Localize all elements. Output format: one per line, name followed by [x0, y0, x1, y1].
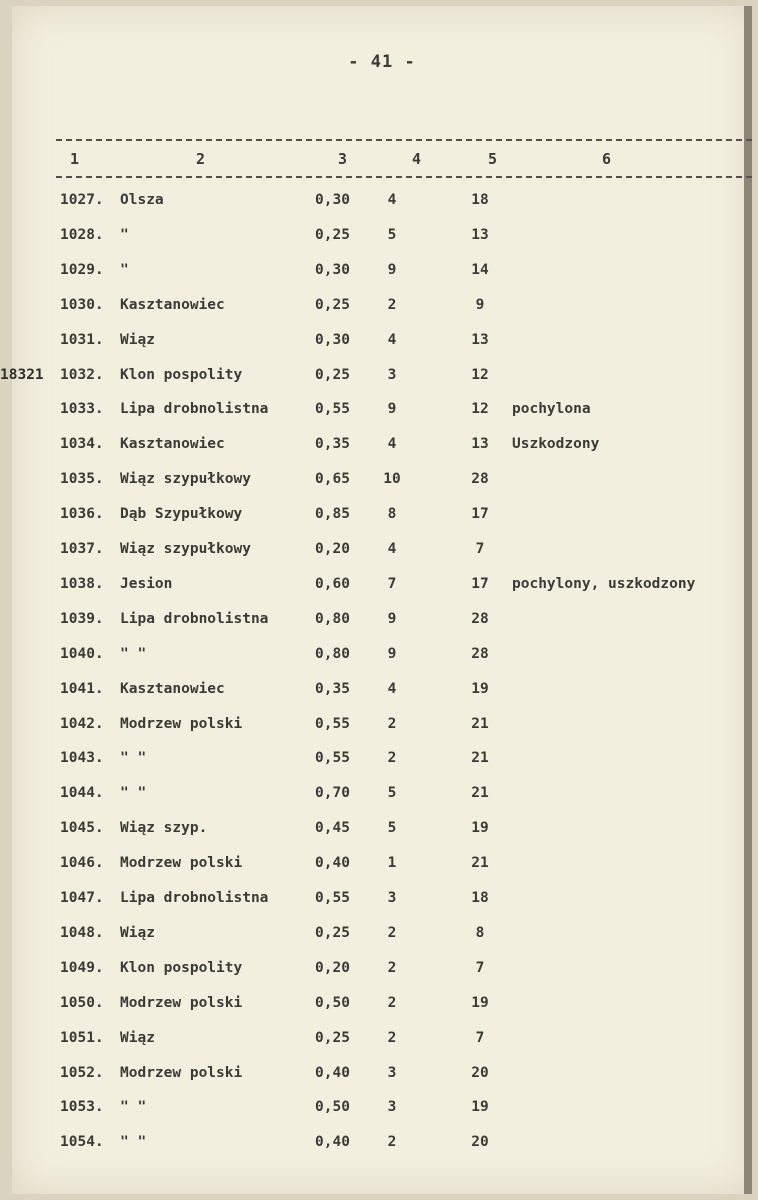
species-name: " — [120, 226, 129, 243]
value-col5: 28 — [471, 645, 489, 662]
value-col5: 20 — [471, 1064, 489, 1081]
remark: pochylony, uszkodzony — [512, 575, 696, 592]
table-row — [12, 750, 752, 784]
species-name: Modrzew polski — [120, 715, 243, 732]
table-row — [12, 1099, 752, 1133]
value-col3: 0,30 — [315, 331, 350, 348]
species-name: Wiąz — [120, 924, 155, 941]
header-top-rule — [56, 139, 752, 141]
species-name: Wiąz — [120, 331, 155, 348]
table-row — [12, 1065, 752, 1099]
value-col5: 19 — [471, 680, 489, 697]
value-col4: 4 — [387, 541, 397, 557]
value-col5: 21 — [471, 715, 489, 732]
species-name: Lipa drobnolistna — [120, 401, 269, 418]
row-number: 1046. — [60, 855, 104, 872]
value-col5: 28 — [471, 610, 489, 627]
header-bottom-rule — [56, 176, 752, 178]
table-row — [12, 541, 752, 575]
value-col3: 0,55 — [315, 401, 350, 418]
value-col5: 13 — [471, 436, 489, 453]
row-number: 1042. — [60, 715, 104, 732]
value-col4: 9 — [387, 610, 397, 627]
value-col3: 0,65 — [315, 471, 350, 488]
value-col5: 17 — [471, 506, 489, 523]
value-col3: 0,25 — [315, 924, 350, 941]
value-col4: 2 — [387, 1029, 397, 1046]
table-row — [12, 925, 752, 959]
species-name: Wiąz szyp. — [120, 820, 208, 837]
value-col5: 17 — [471, 575, 489, 592]
remark: pochylona — [512, 401, 591, 418]
species-name: Modrzew polski — [120, 855, 243, 872]
row-number: 1031. — [60, 331, 104, 348]
value-col3: 0,55 — [315, 890, 350, 906]
species-name: Olsza — [120, 192, 164, 208]
species-name: " " — [120, 1134, 147, 1151]
value-col5: 13 — [471, 226, 489, 243]
column-header-1: 1 — [70, 150, 80, 168]
table-row — [12, 192, 752, 226]
remark: Uszkodzony — [512, 436, 600, 453]
value-col4: 9 — [387, 261, 397, 278]
value-col3: 0,55 — [315, 750, 350, 767]
species-name: Dąb Szypułkowy — [120, 506, 243, 523]
row-number: 1054. — [60, 1134, 104, 1151]
table-row — [12, 262, 752, 296]
value-col4: 3 — [387, 1064, 397, 1081]
species-name: Modrzew polski — [120, 994, 243, 1011]
value-col5: 18 — [471, 192, 489, 208]
value-col3: 0,45 — [315, 820, 350, 837]
column-header-6: 6 — [602, 150, 612, 168]
species-name: Lipa drobnolistna — [120, 610, 269, 627]
value-col5: 9 — [475, 296, 485, 313]
species-name: Wiąz szypułkowy — [120, 471, 251, 488]
value-col3: 0,60 — [315, 575, 350, 592]
row-number: 1051. — [60, 1029, 104, 1046]
species-name: Klon pospolity — [120, 366, 243, 383]
value-col3: 0,25 — [315, 296, 350, 313]
value-col4: 3 — [387, 890, 397, 906]
value-col3: 0,40 — [315, 855, 350, 872]
table-row — [12, 1030, 752, 1064]
table-row — [12, 506, 752, 540]
value-col3: 0,80 — [315, 610, 350, 627]
value-col5: 19 — [471, 820, 489, 837]
table-row — [12, 646, 752, 680]
value-col4: 2 — [387, 994, 397, 1011]
value-col4: 5 — [387, 820, 397, 837]
table-row — [0, 366, 752, 401]
species-name: Kasztanowiec — [120, 680, 225, 697]
table-row — [12, 855, 752, 889]
row-number: 1047. — [60, 890, 104, 906]
row-number: 1039. — [60, 610, 104, 627]
table-row — [12, 576, 752, 610]
table-row — [12, 332, 752, 366]
row-number: 1040. — [60, 645, 104, 662]
value-col3: 0,30 — [315, 261, 350, 278]
row-number: 1050. — [60, 994, 104, 1011]
value-col3: 0,35 — [315, 436, 350, 453]
species-name: Wiąz szypułkowy — [120, 541, 251, 557]
document-page — [0, 6, 752, 1194]
column-header-5: 5 — [488, 150, 498, 168]
row-number: 1052. — [60, 1064, 104, 1081]
value-col5: 14 — [471, 261, 489, 278]
table-row — [12, 995, 752, 1029]
row-number: 1028. — [60, 226, 104, 243]
value-col5: 21 — [471, 785, 489, 802]
value-col5: 7 — [475, 541, 485, 557]
table-row — [12, 297, 752, 331]
value-col4: 2 — [387, 924, 397, 941]
value-col5: 8 — [475, 924, 485, 941]
row-number: 1030. — [60, 296, 104, 313]
value-col4: 3 — [387, 1099, 397, 1116]
species-name: " " — [120, 645, 147, 662]
value-col4: 4 — [387, 680, 397, 697]
column-header-3: 3 — [338, 150, 348, 168]
species-name: " " — [120, 1099, 147, 1116]
value-col5: 7 — [475, 1029, 485, 1046]
value-col3: 0,35 — [315, 680, 350, 697]
value-col4: 2 — [387, 750, 397, 767]
value-col4: 8 — [387, 506, 397, 523]
value-col4: 2 — [387, 715, 397, 732]
table-row — [12, 716, 752, 750]
table-row — [12, 401, 752, 435]
value-col4: 10 — [383, 471, 401, 488]
value-col3: 0,40 — [315, 1064, 350, 1081]
species-name: " — [120, 261, 129, 278]
row-number: 1049. — [60, 959, 104, 976]
value-col3: 0,50 — [315, 994, 350, 1011]
value-col4: 4 — [387, 436, 397, 453]
species-name: Jesion — [120, 575, 173, 592]
table-row — [12, 681, 752, 715]
row-number: 1032. — [60, 366, 104, 383]
table-row — [12, 820, 752, 854]
row-number: 1033. — [60, 401, 104, 418]
value-col4: 2 — [387, 1134, 397, 1151]
value-col3: 0,25 — [315, 226, 350, 243]
value-col4: 9 — [387, 401, 397, 418]
value-col4: 4 — [387, 331, 397, 348]
species-name: Wiąz — [120, 1029, 155, 1046]
row-number: 1027. — [60, 192, 104, 208]
table-row — [12, 1134, 752, 1168]
row-number: 1048. — [60, 924, 104, 941]
species-name: Modrzew polski — [120, 1064, 243, 1081]
value-col5: 21 — [471, 750, 489, 767]
species-name: Kasztanowiec — [120, 296, 225, 313]
value-col3: 0,70 — [315, 785, 350, 802]
value-col5: 21 — [471, 855, 489, 872]
table-row — [12, 960, 752, 994]
species-name: Kasztanowiec — [120, 436, 225, 453]
row-number: 1038. — [60, 575, 104, 592]
value-col5: 12 — [471, 366, 489, 383]
value-col3: 0,30 — [315, 192, 350, 208]
row-number: 1036. — [60, 506, 104, 523]
value-col5: 19 — [471, 1099, 489, 1116]
value-col3: 0,50 — [315, 1099, 350, 1116]
row-number: 1035. — [60, 471, 104, 488]
row-number: 1029. — [60, 261, 104, 278]
value-col4: 3 — [387, 366, 397, 383]
value-col5: 7 — [475, 959, 485, 976]
row-number: 1037. — [60, 541, 104, 557]
species-name: " " — [120, 750, 147, 767]
table-row — [12, 436, 752, 470]
value-col5: 18 — [471, 890, 489, 906]
value-col4: 4 — [387, 192, 397, 208]
value-col3: 0,55 — [315, 715, 350, 732]
table-row — [12, 785, 752, 819]
row-number: 1043. — [60, 750, 104, 767]
value-col5: 12 — [471, 401, 489, 418]
value-col3: 0,20 — [315, 959, 350, 976]
value-col3: 0,25 — [315, 366, 350, 383]
species-name: " " — [120, 785, 147, 802]
table-row — [12, 471, 752, 505]
row-number: 1045. — [60, 820, 104, 837]
column-header-2: 2 — [196, 150, 206, 168]
row-number: 1034. — [60, 436, 104, 453]
value-col4: 2 — [387, 959, 397, 976]
value-col4: 9 — [387, 645, 397, 662]
value-col4: 1 — [387, 855, 397, 872]
value-col3: 0,20 — [315, 541, 350, 557]
value-col5: 19 — [471, 994, 489, 1011]
value-col4: 5 — [387, 785, 397, 802]
table-row — [12, 890, 752, 924]
value-col3: 0,80 — [315, 645, 350, 662]
row-number: 1044. — [60, 785, 104, 802]
table-row — [12, 227, 752, 261]
margin-note: 18321 — [0, 366, 44, 383]
row-number: 1053. — [60, 1099, 104, 1116]
table-row — [12, 611, 752, 645]
value-col4: 2 — [387, 296, 397, 313]
species-name: Klon pospolity — [120, 959, 243, 976]
value-col3: 0,25 — [315, 1029, 350, 1046]
column-header-4: 4 — [412, 150, 422, 168]
species-name: Lipa drobnolistna — [120, 890, 269, 906]
page-number: - 41 - — [348, 52, 416, 72]
value-col4: 7 — [387, 575, 397, 592]
value-col3: 0,40 — [315, 1134, 350, 1151]
value-col4: 5 — [387, 226, 397, 243]
value-col5: 20 — [471, 1134, 489, 1151]
value-col3: 0,85 — [315, 506, 350, 523]
value-col5: 28 — [471, 471, 489, 488]
value-col5: 13 — [471, 331, 489, 348]
row-number: 1041. — [60, 680, 104, 697]
